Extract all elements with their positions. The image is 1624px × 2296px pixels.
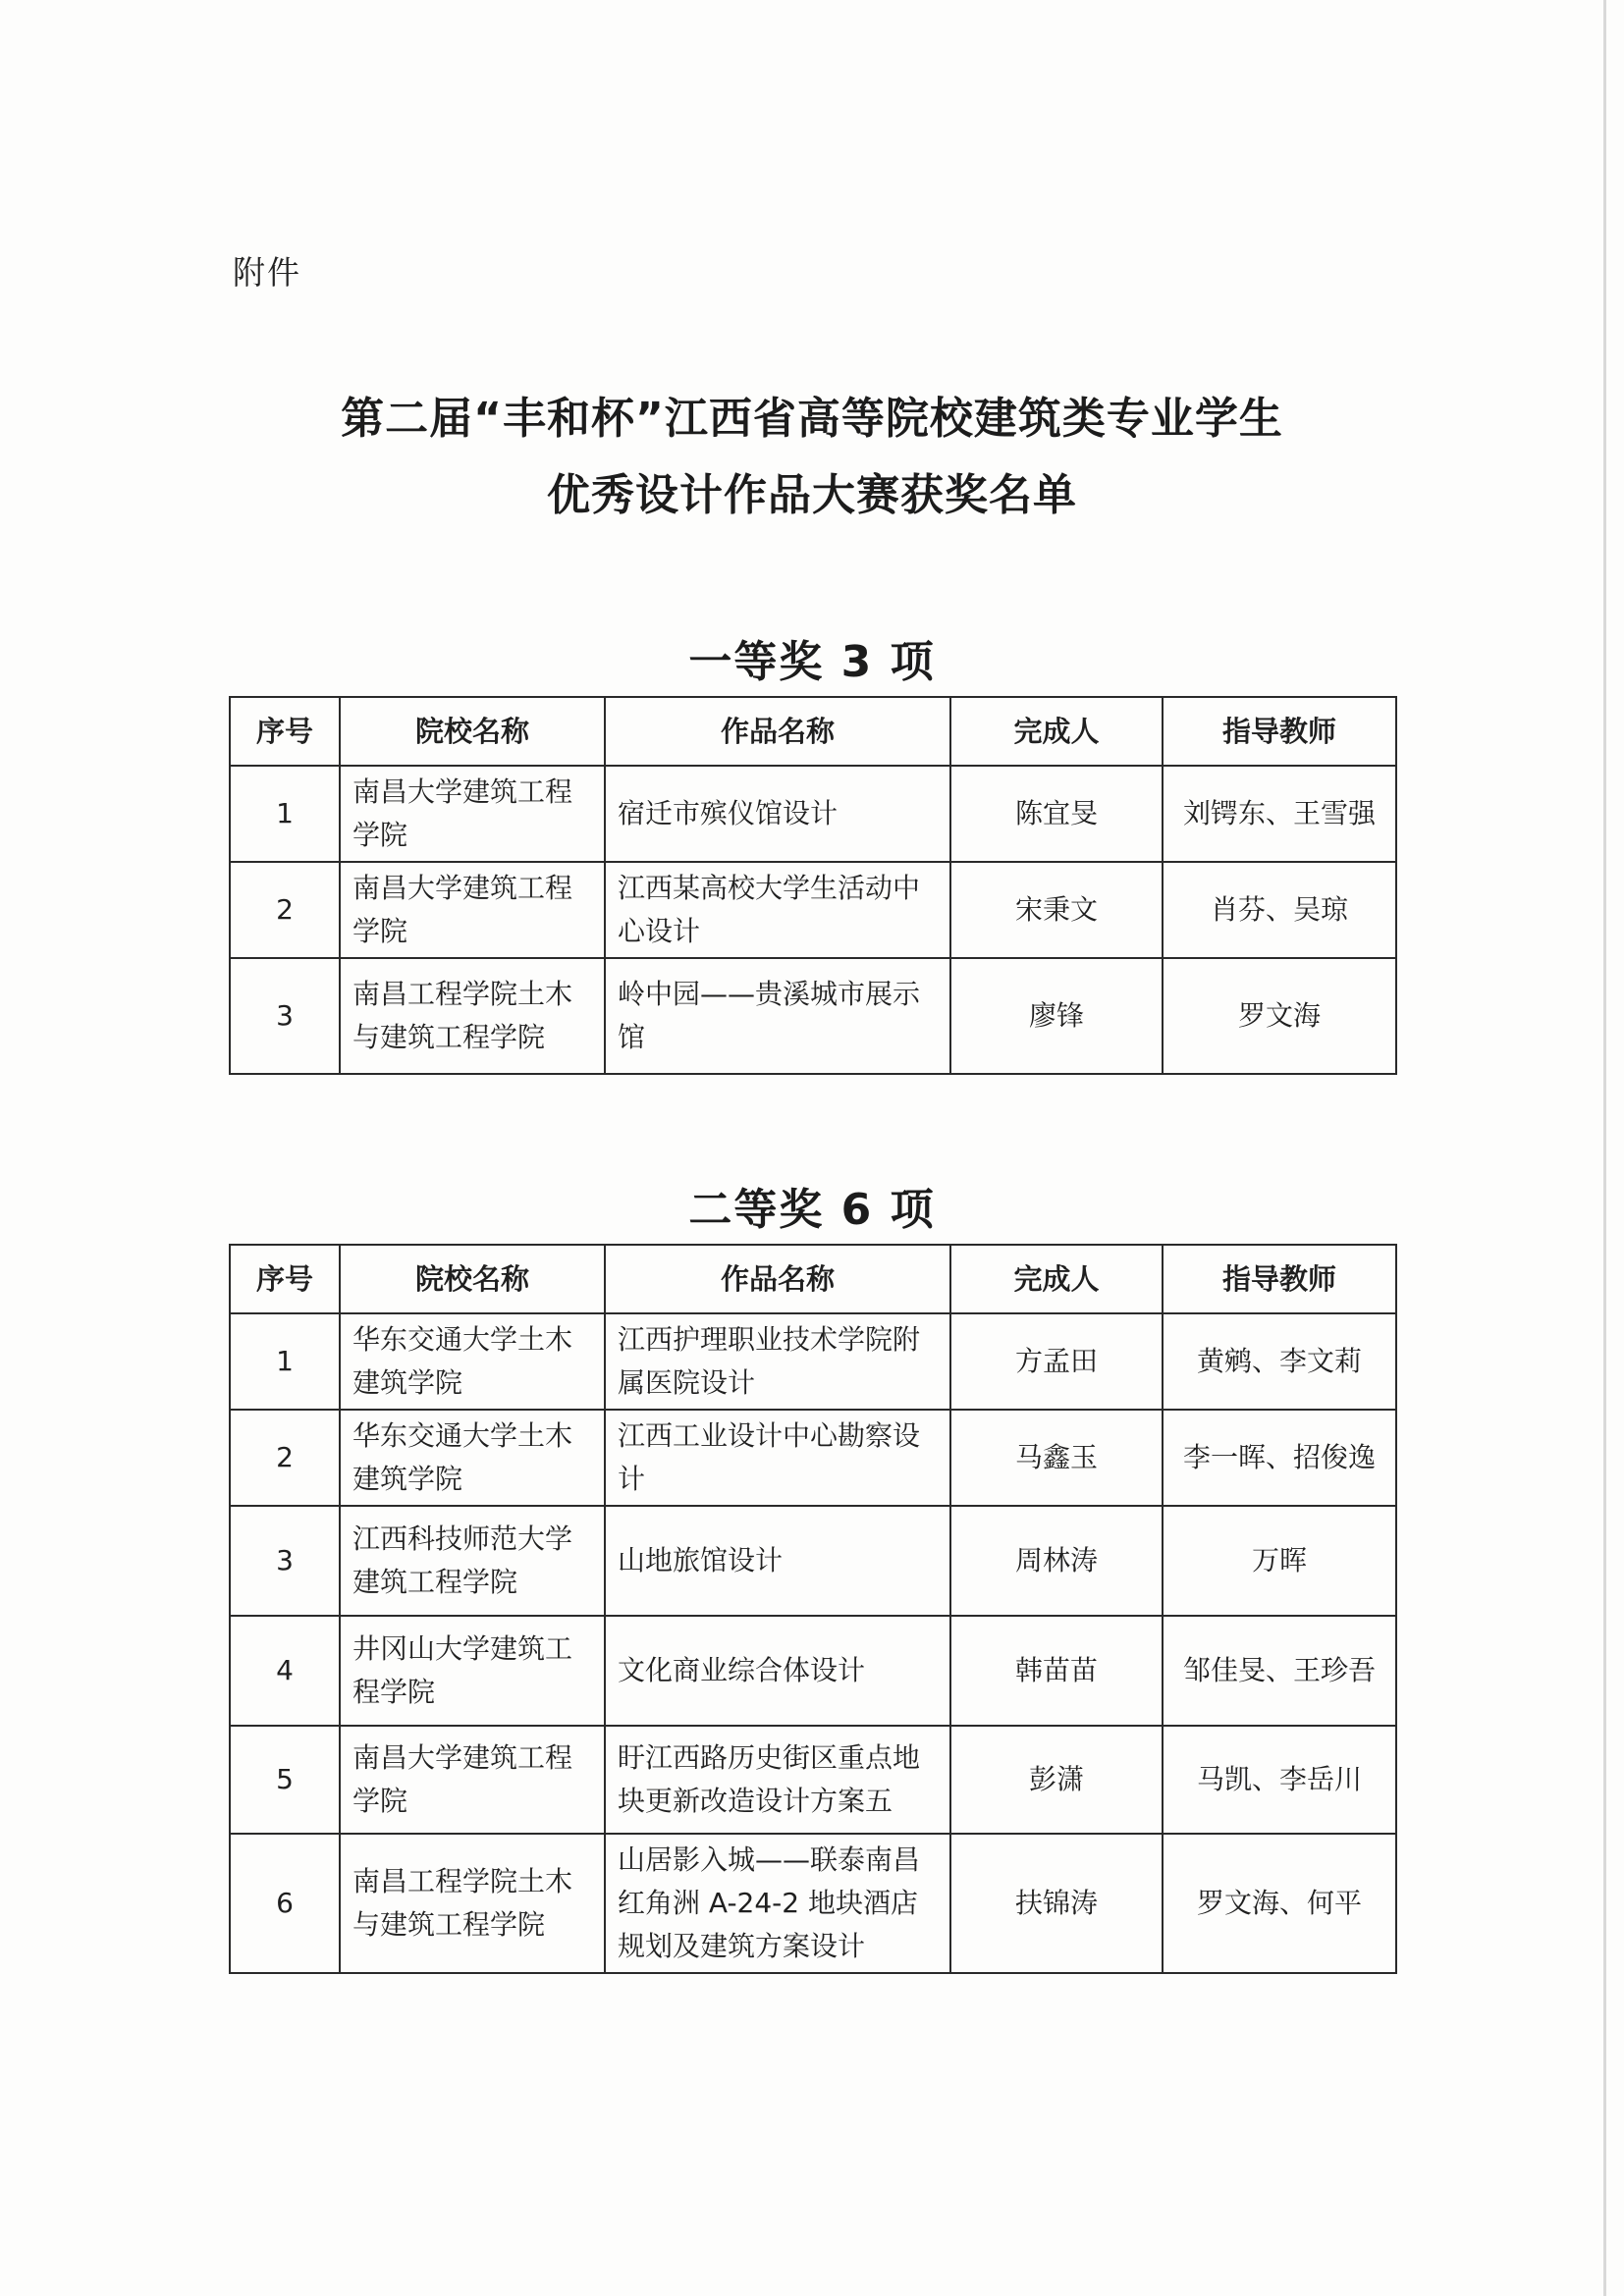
cell-person: 扶锦涛 <box>950 1834 1163 1973</box>
cell-school: 南昌工程学院土木与建筑工程学院 <box>340 958 605 1074</box>
cell-person: 马鑫玉 <box>950 1410 1163 1506</box>
cell-person: 周林涛 <box>950 1506 1163 1616</box>
cell-work: 宿迁市殡仪馆设计 <box>605 766 950 862</box>
column-header-person: 完成人 <box>950 697 1163 766</box>
column-header-teacher: 指导教师 <box>1163 1245 1396 1313</box>
attachment-label: 附件 <box>233 253 301 292</box>
second-prize-table <box>229 1244 1397 1974</box>
table-row <box>230 1506 1396 1616</box>
cell-work: 文化商业综合体设计 <box>605 1616 950 1726</box>
cell-person: 彭潇 <box>950 1726 1163 1834</box>
cell-no: 4 <box>230 1616 340 1726</box>
cell-work: 江西工业设计中心勘察设计 <box>605 1410 950 1506</box>
column-header-person: 完成人 <box>950 1245 1163 1313</box>
cell-teacher: 黄鹓、李文莉 <box>1163 1313 1396 1410</box>
cell-work: 江西某高校大学生活动中心设计 <box>605 862 950 958</box>
table-header-row <box>230 1245 1396 1313</box>
cell-teacher: 邹佳旻、王珍吾 <box>1163 1616 1396 1726</box>
table-row <box>230 1726 1396 1834</box>
column-header-school: 院校名称 <box>340 1245 605 1313</box>
cell-school: 南昌大学建筑工程学院 <box>340 1726 605 1834</box>
cell-person: 陈宜旻 <box>950 766 1163 862</box>
cell-no: 2 <box>230 862 340 958</box>
cell-work: 岭中园——贵溪城市展示馆 <box>605 958 950 1074</box>
cell-work: 盱江西路历史街区重点地块更新改造设计方案五 <box>605 1726 950 1834</box>
document-title-line2: 优秀设计作品大赛获奖名单 <box>547 470 1077 520</box>
column-header-work: 作品名称 <box>605 1245 950 1313</box>
cell-school: 华东交通大学土木建筑学院 <box>340 1313 605 1410</box>
cell-work: 山居影入城——联泰南昌红角洲 A-24-2 地块酒店规划及建筑方案设计 <box>605 1834 950 1973</box>
table-row <box>230 1834 1396 1973</box>
document-title-line1: 第二届“丰和杯”江西省高等院校建筑类专业学生 <box>341 394 1283 444</box>
cell-no: 1 <box>230 1313 340 1410</box>
cell-teacher: 李一晖、招俊逸 <box>1163 1410 1396 1506</box>
cell-teacher: 肖芬、吴琼 <box>1163 862 1396 958</box>
cell-teacher: 万晖 <box>1163 1506 1396 1616</box>
cell-person: 廖锋 <box>950 958 1163 1074</box>
table-row <box>230 766 1396 862</box>
column-header-no: 序号 <box>230 1245 340 1313</box>
cell-work: 山地旅馆设计 <box>605 1506 950 1616</box>
table-row <box>230 862 1396 958</box>
table-header-row <box>230 697 1396 766</box>
table-row <box>230 1410 1396 1506</box>
table-row <box>230 1313 1396 1410</box>
cell-work: 江西护理职业技术学院附属医院设计 <box>605 1313 950 1410</box>
table-row <box>230 958 1396 1074</box>
cell-no: 3 <box>230 958 340 1074</box>
cell-teacher: 罗文海 <box>1163 958 1396 1074</box>
cell-person: 韩苗苗 <box>950 1616 1163 1726</box>
table-row <box>230 1616 1396 1726</box>
cell-no: 6 <box>230 1834 340 1973</box>
cell-person: 宋秉文 <box>950 862 1163 958</box>
column-header-work: 作品名称 <box>605 697 950 766</box>
cell-person: 方孟田 <box>950 1313 1163 1410</box>
cell-no: 2 <box>230 1410 340 1506</box>
cell-school: 井冈山大学建筑工程学院 <box>340 1616 605 1726</box>
cell-school: 南昌大学建筑工程学院 <box>340 766 605 862</box>
column-header-no: 序号 <box>230 697 340 766</box>
cell-no: 3 <box>230 1506 340 1616</box>
cell-no: 1 <box>230 766 340 862</box>
cell-school: 南昌大学建筑工程学院 <box>340 862 605 958</box>
first-prize-table <box>229 696 1397 1075</box>
cell-school: 南昌工程学院土木与建筑工程学院 <box>340 1834 605 1973</box>
column-header-school: 院校名称 <box>340 697 605 766</box>
second-prize-heading: 二等奖 6 项 <box>688 1185 936 1235</box>
cell-school: 华东交通大学土木建筑学院 <box>340 1410 605 1506</box>
cell-teacher: 马凯、李岳川 <box>1163 1726 1396 1834</box>
cell-no: 5 <box>230 1726 340 1834</box>
cell-teacher: 罗文海、何平 <box>1163 1834 1396 1973</box>
scan-edge-line <box>1603 0 1606 2296</box>
cell-school: 江西科技师范大学建筑工程学院 <box>340 1506 605 1616</box>
first-prize-heading: 一等奖 3 项 <box>688 637 936 687</box>
cell-teacher: 刘锷东、王雪强 <box>1163 766 1396 862</box>
column-header-teacher: 指导教师 <box>1163 697 1396 766</box>
